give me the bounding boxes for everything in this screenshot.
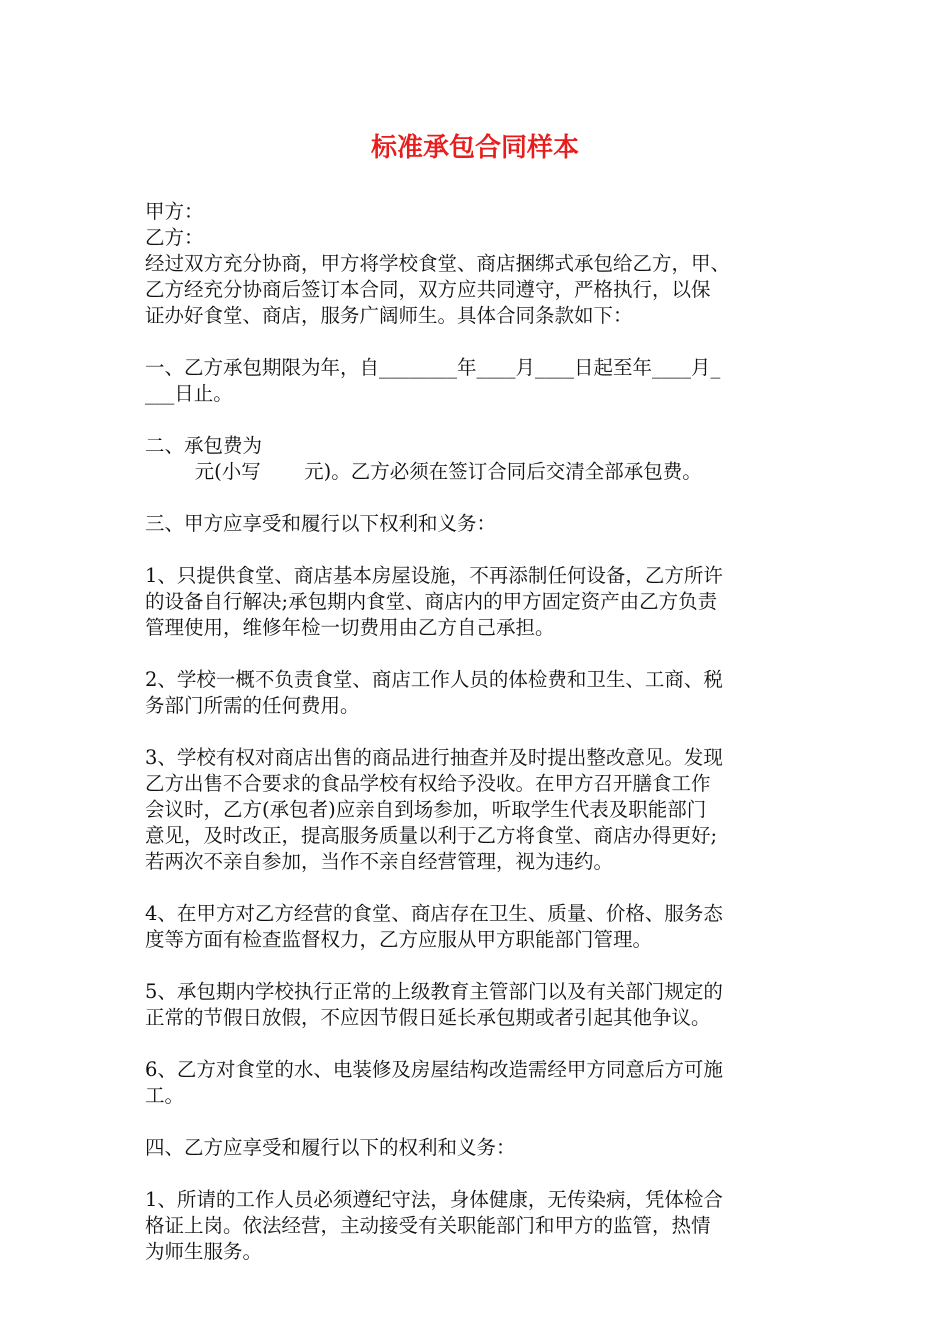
document-body	[145, 199, 825, 1265]
clause-2-line-2: 元(小写 元)。乙方必须在签订合同后交清全部承包费。	[145, 460, 702, 483]
clause-3-6-line-1: 6、乙方对食堂的水、电装修及房屋结构改造需经甲方同意后方可施	[145, 1058, 723, 1081]
spacer	[145, 537, 825, 563]
clause-3-3-line-3: 会议时，乙方(承包者)应亲自到场参加，听取学生代表及职能部门	[145, 798, 707, 821]
clause-3-2-line-2: 务部门所需的任何费用。	[145, 694, 360, 717]
clause-3-2-line-1: 2、学校一概不负责食堂、商店工作人员的体检费和卫生、工商、税	[145, 668, 723, 691]
clause-3-heading: 三、甲方应享受和履行以下权利和义务：	[145, 512, 497, 535]
clause-1-line-1: 一、乙方承包期限为年，自________年____月____日起至年____月_	[145, 356, 721, 379]
spacer	[145, 1109, 825, 1135]
clause-3-4-line-1: 4、在甲方对乙方经营的食堂、商店存在卫生、质量、价格、服务态	[145, 902, 723, 925]
clause-3-5-line-1: 5、承包期内学校执行正常的上级教育主管部门以及有关部门规定的	[145, 980, 723, 1003]
intro-line-2: 乙方经充分协商后签订本合同，双方应共同遵守，严格执行，以保	[145, 278, 711, 301]
clause-1-line-2: ___日止。	[145, 382, 233, 405]
spacer	[145, 719, 825, 745]
clause-2-line-1: 二、承包费为	[145, 434, 263, 457]
clause-3-3-line-1: 3、学校有权对商店出售的商品进行抽查并及时提出整改意见。发现	[145, 746, 723, 769]
clause-4-1-line-3: 为师生服务。	[145, 1240, 263, 1263]
clause-3-3-line-2: 乙方出售不合要求的食品学校有权给予没收。在甲方召开膳食工作	[145, 772, 711, 795]
clause-3-3-line-5: 若两次不亲自参加，当作不亲自经营管理，视为违约。	[145, 850, 614, 873]
clause-4-heading: 四、乙方应享受和履行以下的权利和义务：	[145, 1136, 516, 1159]
party-b-line: 乙方：	[145, 226, 204, 249]
clause-3-6-line-2: 工。	[145, 1084, 185, 1107]
spacer	[145, 485, 825, 511]
clause-3-1-line-2: 的设备自行解决;承包期内食堂、商店内的甲方固定资产由乙方负责	[145, 590, 718, 613]
spacer	[145, 875, 825, 901]
clause-3-1-line-3: 管理使用，维修年检一切费用由乙方自己承担。	[145, 616, 555, 639]
clause-4-1-line-2: 格证上岗。依法经营，主动接受有关职能部门和甲方的监管，热情	[145, 1214, 711, 1237]
intro-line-1: 经过双方充分协商，甲方将学校食堂、商店捆绑式承包给乙方，甲、	[145, 252, 731, 275]
spacer	[145, 407, 825, 433]
document-title: 标准承包合同样本	[370, 133, 579, 163]
spacer	[145, 1161, 825, 1187]
clause-3-1-line-1: 1、只提供食堂、商店基本房屋设施，不再添制任何设备，乙方所许	[145, 564, 723, 587]
spacer	[145, 1031, 825, 1057]
clause-3-5-line-2: 正常的节假日放假，不应因节假日延长承包期或者引起其他争议。	[145, 1006, 711, 1029]
party-a-line: 甲方：	[145, 200, 204, 223]
spacer	[145, 953, 825, 979]
clause-3-4-line-2: 度等方面有检查监督权力，乙方应服从甲方职能部门管理。	[145, 928, 653, 951]
spacer	[145, 641, 825, 667]
intro-line-3: 证办好食堂、商店，服务广阔师生。具体合同条款如下：	[145, 304, 633, 327]
clause-4-1-line-1: 1、所请的工作人员必须遵纪守法，身体健康，无传染病，凭体检合	[145, 1188, 723, 1211]
spacer	[145, 329, 825, 355]
clause-3-3-line-4: 意见，及时改正，提高服务质量以利于乙方将食堂、商店办得更好;	[145, 824, 718, 847]
